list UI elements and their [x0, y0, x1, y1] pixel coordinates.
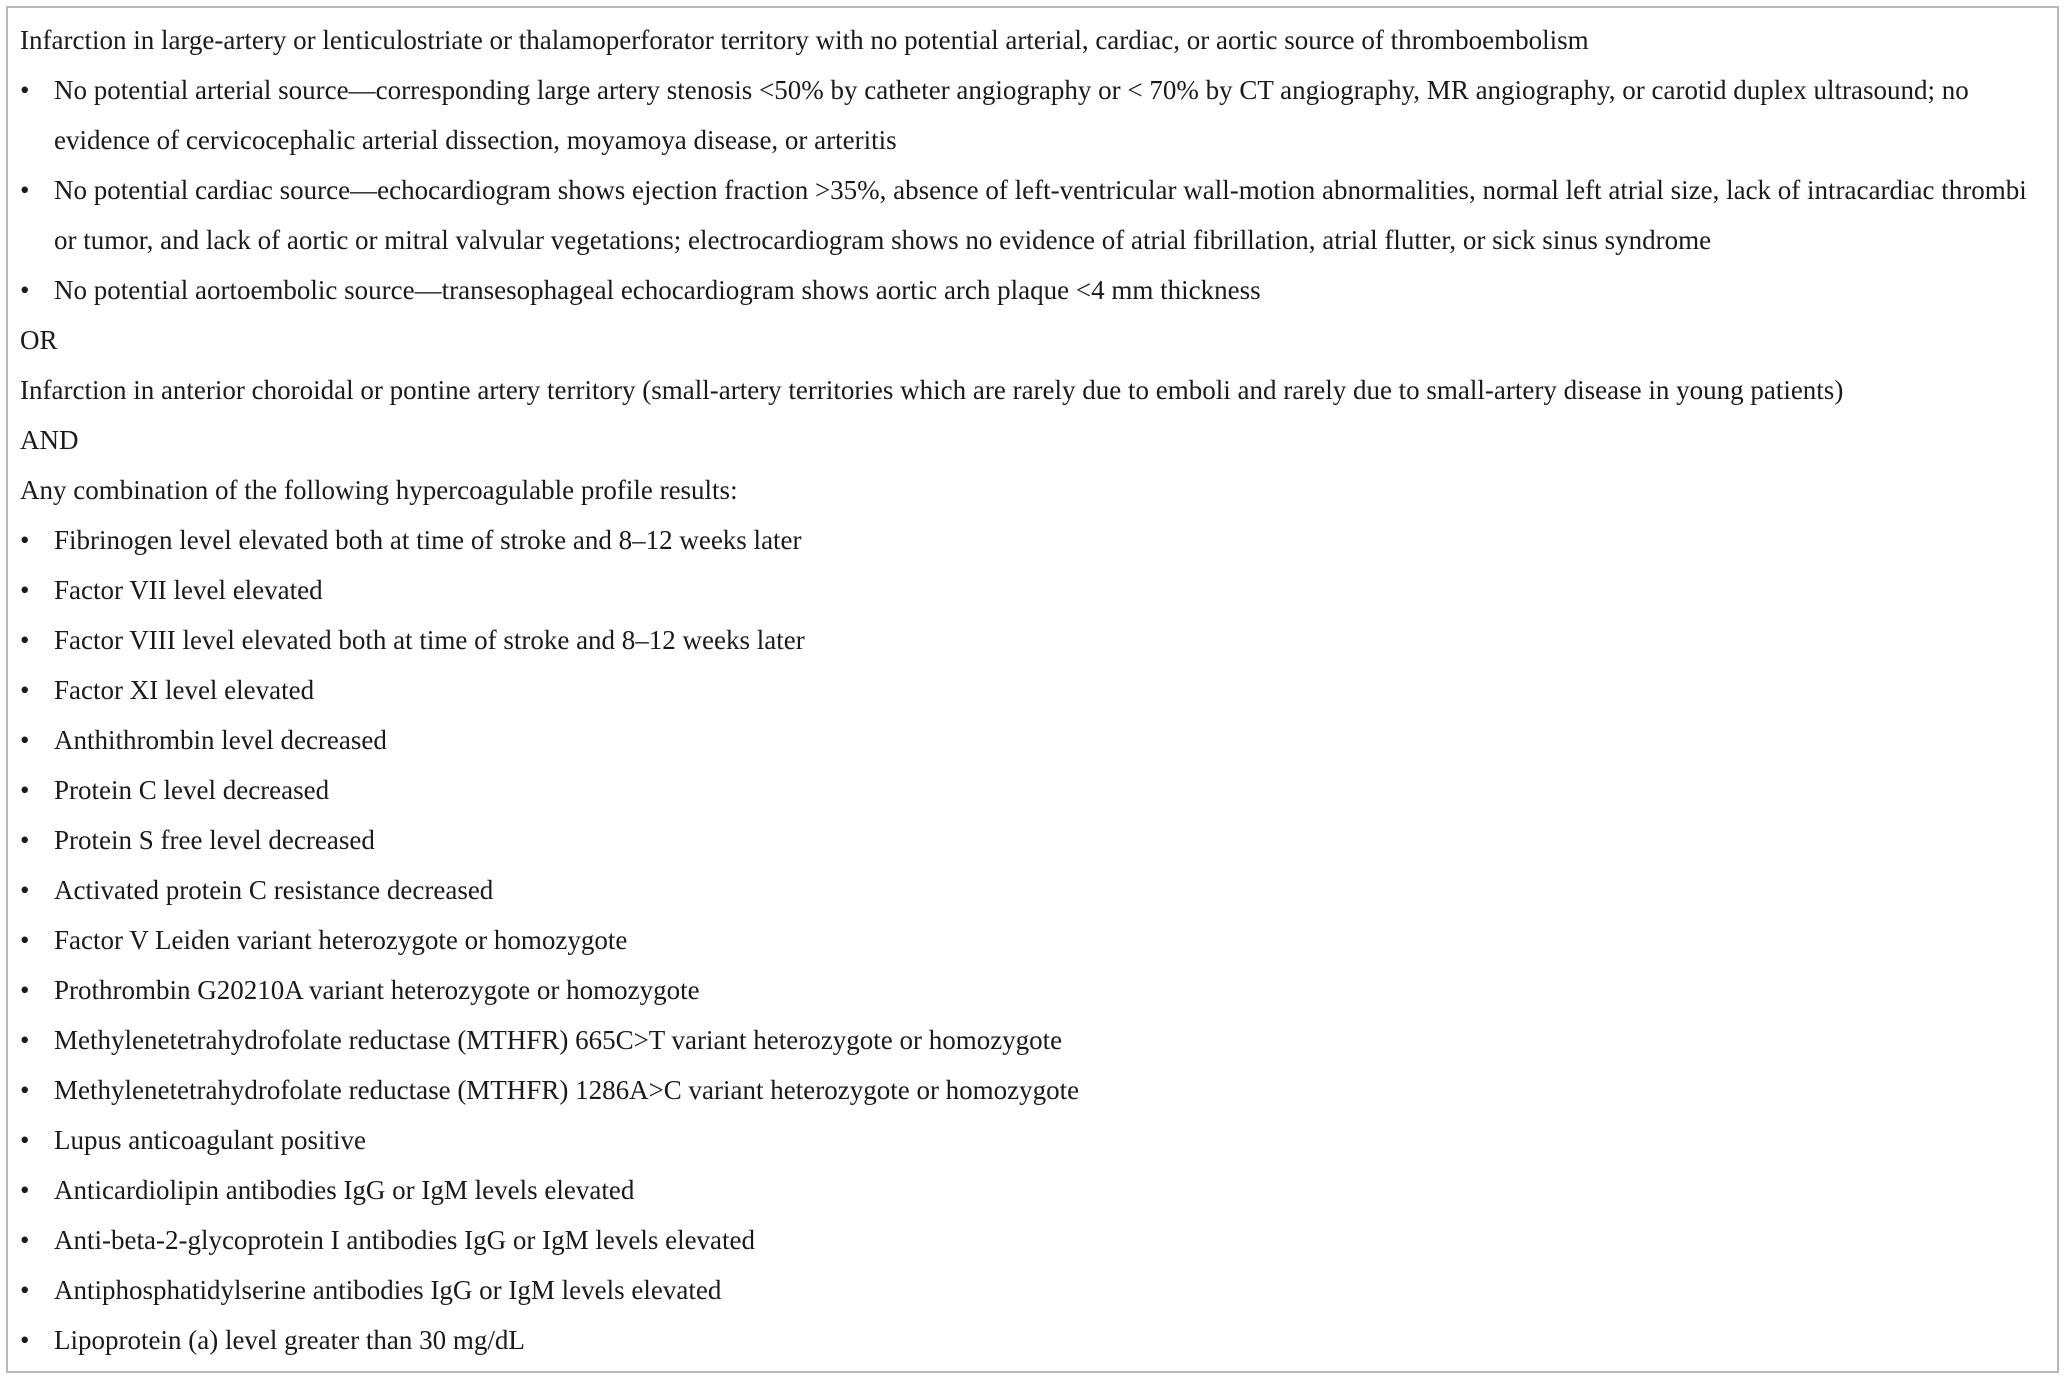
- list-item: [20, 265, 2050, 315]
- bullet-icon: •: [20, 1275, 30, 1305]
- list-item: [20, 665, 2050, 715]
- bullet-icon: •: [20, 275, 30, 305]
- list-item-text: Methylenetetrahydrofolate reductase (MTHFR) 665C>T variant heterozygote or homozygote: [54, 1025, 1063, 1055]
- bullet-icon: •: [20, 1325, 30, 1355]
- block1-heading: Infarction in large-artery or lenticulostriate or thalamoperforator territory with no potential arterial, cardiac, or aortic source of thromboembolism: [20, 25, 1589, 55]
- list-item: [20, 515, 2050, 565]
- list-item-text: Anti-beta-2-glycoprotein I antibodies IgG or IgM levels elevated: [54, 1225, 756, 1255]
- list-item-text: Factor VIII level elevated both at time of stroke and 8–12 weeks later: [54, 625, 805, 655]
- bullet-icon: •: [20, 725, 30, 755]
- list-item-text: Lupus anticoagulant positive: [54, 1125, 366, 1155]
- bullet-icon: •: [20, 175, 30, 205]
- list-item: [20, 715, 2050, 765]
- bullet-icon: •: [20, 775, 30, 805]
- criteria-table: [20, 15, 2050, 1365]
- list-item: [20, 1315, 2050, 1365]
- block3-heading: Any combination of the following hypercoagulable profile results:: [20, 475, 738, 505]
- list-item-text: Lipoprotein (a) level greater than 30 mg/dL: [54, 1325, 525, 1355]
- list-item: [20, 965, 2050, 1015]
- list-item: [20, 1265, 2050, 1315]
- list-item-text: Prothrombin G20210A variant heterozygote or homozygote: [54, 975, 700, 1005]
- list-item: [20, 1065, 2050, 1115]
- list-item-text: Fibrinogen level elevated both at time of stroke and 8–12 weeks later: [54, 525, 802, 555]
- bullet-icon: •: [20, 1125, 30, 1155]
- list-item: [20, 865, 2050, 915]
- and-label: AND: [20, 425, 79, 455]
- bullet-icon: •: [20, 1025, 30, 1055]
- list-item-text: Activated protein C resistance decreased: [54, 875, 494, 905]
- list-item: [20, 1165, 2050, 1215]
- bullet-icon: •: [20, 1075, 30, 1105]
- list-item-text: Factor VII level elevated: [54, 575, 323, 605]
- list-item-text: Protein S free level decreased: [54, 825, 375, 855]
- bullet-icon: •: [20, 1175, 30, 1205]
- list-item: [20, 1215, 2050, 1265]
- list-item: [20, 1115, 2050, 1165]
- list-item: [20, 565, 2050, 615]
- list-item-text: Anthithrombin level decreased: [54, 725, 387, 755]
- list-item-text: Antiphosphatidylserine antibodies IgG or IgM levels elevated: [54, 1275, 722, 1305]
- bullet-icon: •: [20, 975, 30, 1005]
- list-item: [20, 1015, 2050, 1065]
- list-item: [20, 765, 2050, 815]
- list-item: [20, 815, 2050, 865]
- list-item: [20, 615, 2050, 665]
- bullet-icon: •: [20, 925, 30, 955]
- list-item-text: Protein C level decreased: [54, 775, 330, 805]
- bullet-icon: •: [20, 575, 30, 605]
- bullet-icon: •: [20, 675, 30, 705]
- bullet-icon: •: [20, 625, 30, 655]
- list-item: [20, 65, 2050, 165]
- bullet-icon: •: [20, 525, 30, 555]
- list-item-text: No potential arterial source—corresponding large artery stenosis <50% by catheter angiography or < 70% by CT angiography, MR angiography, or carotid duplex ultrasound; no evidence of cervicocephalic arterial dissection, moyamoya disease, or arteritis: [54, 75, 1969, 155]
- list-item-text: Factor V Leiden variant heterozygote or homozygote: [54, 925, 628, 955]
- list-item-text: Anticardiolipin antibodies IgG or IgM levels elevated: [54, 1175, 635, 1205]
- block2-heading: Infarction in anterior choroidal or pontine artery territory (small-artery territories which are rarely due to emboli and rarely due to small-artery disease in young patients): [20, 375, 1844, 405]
- bullet-icon: •: [20, 75, 30, 105]
- or-label: OR: [20, 325, 58, 355]
- list-item-text: No potential aortoembolic source—transesophageal echocardiogram shows aortic arch plaque <4 mm thickness: [54, 275, 1261, 305]
- bullet-icon: •: [20, 1225, 30, 1255]
- list-item-text: Methylenetetrahydrofolate reductase (MTHFR) 1286A>C variant heterozygote or homozygote: [54, 1075, 1080, 1105]
- list-item-text: No potential cardiac source—echocardiogram shows ejection fraction >35%, absence of left-ventricular wall-motion abnormalities, normal left atrial size, lack of intracardiac thrombi or tumor, and lack of aortic or mitral valvular vegetations; electrocardiogram shows no evidence of atrial fibrillation, atrial flutter, or sick sinus syndrome: [54, 175, 2027, 255]
- list-item-text: Factor XI level elevated: [54, 675, 315, 705]
- bullet-icon: •: [20, 875, 30, 905]
- list-item: [20, 915, 2050, 965]
- bullet-icon: •: [20, 825, 30, 855]
- list-item: [20, 165, 2050, 265]
